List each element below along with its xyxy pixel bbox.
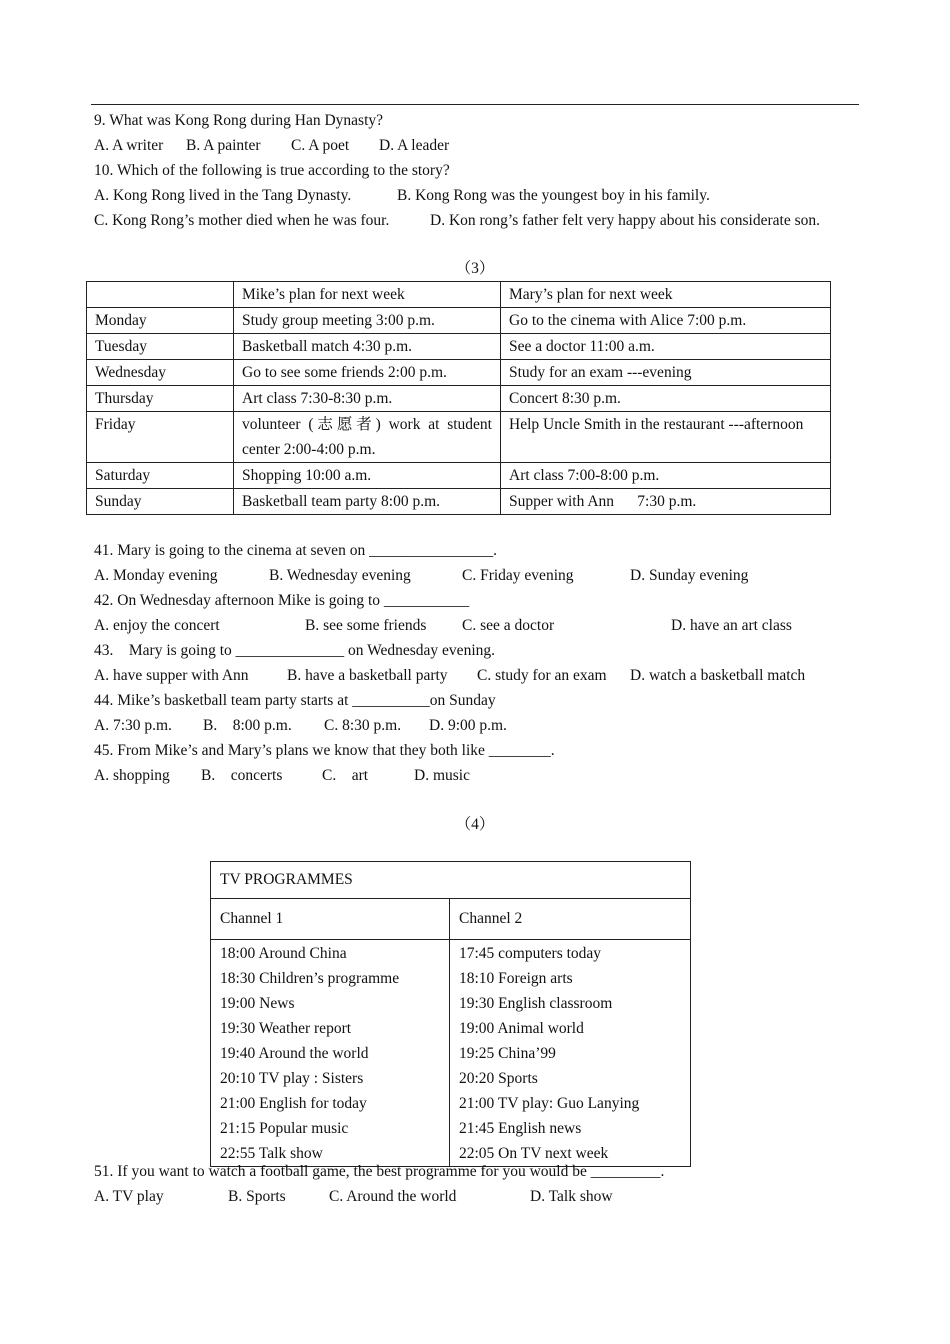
list-item: 21:15 Popular music <box>220 1120 349 1137</box>
q44-option-d: D. 9:00 p.m. <box>429 717 507 734</box>
header-mary: Mary’s plan for next week <box>501 282 831 308</box>
day-cell: Saturday <box>87 463 234 489</box>
mary-plan-cell: Study for an exam ---evening <box>501 360 831 386</box>
mike-plan-cell: volunteer (志愿者) work at student center 2:00-4:00 p.m. <box>234 412 501 463</box>
q45-option-b: B. concerts <box>201 767 283 784</box>
q42-option-a: A. enjoy the concert <box>94 617 220 634</box>
programme-lists-row <box>211 940 691 1167</box>
day-cell: Wednesday <box>87 360 234 386</box>
q45-option-c: C. art <box>322 767 369 784</box>
q45-option-d: D. music <box>414 767 470 784</box>
list-item: 17:45 computers today <box>459 945 602 962</box>
day-cell: Friday <box>87 412 234 463</box>
section-3-label: （3） <box>455 260 495 277</box>
table-row <box>87 463 831 489</box>
q42-option-b: B. see some friends <box>305 617 427 634</box>
table-row <box>87 308 831 334</box>
channel-header-row <box>211 899 691 940</box>
channel-2-list <box>450 940 691 1167</box>
tv-title-row <box>211 862 691 899</box>
question-9: 9. What was Kong Rong during Han Dynasty? <box>94 112 384 129</box>
q44-option-a: A. 7:30 p.m. <box>94 717 172 734</box>
q9-option-d: D. A leader <box>379 137 450 154</box>
list-item: 18:30 Children’s programme <box>220 970 400 987</box>
mike-plan-cell: Basketball team party 8:00 p.m. <box>234 489 501 515</box>
q45-option-a: A. shopping <box>94 767 170 784</box>
list-item: 19:40 Around the world <box>220 1045 369 1062</box>
question-10: 10. Which of the following is true according to the story? <box>94 162 450 179</box>
q9-option-b: B. A painter <box>186 137 261 154</box>
header-rule <box>91 104 859 105</box>
mary-plan-cell: Art class 7:00-8:00 p.m. <box>501 463 831 489</box>
q41-option-d: D. Sunday evening <box>630 567 749 584</box>
q42-option-d: D. have an art class <box>671 617 792 634</box>
q42-option-c: C. see a doctor <box>462 617 555 634</box>
q9-option-c: C. A poet <box>291 137 350 154</box>
list-item: 19:30 English classroom <box>459 995 613 1012</box>
table-row <box>87 412 831 463</box>
mary-plan-cell: See a doctor 11:00 a.m. <box>501 334 831 360</box>
day-cell: Tuesday <box>87 334 234 360</box>
channel-1-header: Channel 1 <box>211 899 450 940</box>
mike-plan-cell: Shopping 10:00 a.m. <box>234 463 501 489</box>
list-item: 19:00 Animal world <box>459 1020 584 1037</box>
table-row <box>87 489 831 515</box>
q41-option-b: B. Wednesday evening <box>269 567 411 584</box>
q51-option-c: C. Around the world <box>329 1188 457 1205</box>
q10-option-a: A. Kong Rong lived in the Tang Dynasty. <box>94 187 352 204</box>
q51-option-b: B. Sports <box>228 1188 286 1205</box>
mike-plan-cell: Basketball match 4:30 p.m. <box>234 334 501 360</box>
table-row <box>87 386 831 412</box>
mary-plan-cell: Concert 8:30 p.m. <box>501 386 831 412</box>
question-42: 42. On Wednesday afternoon Mike is going to ___________ <box>94 592 470 609</box>
question-43: 43. Mary is going to ______________ on Wednesday evening. <box>94 642 495 659</box>
mike-plan-cell: Art class 7:30-8:30 p.m. <box>234 386 501 412</box>
table-row <box>87 360 831 386</box>
mike-plan-cell: Study group meeting 3:00 p.m. <box>234 308 501 334</box>
q9-option-a: A. A writer <box>94 137 164 154</box>
day-cell: Thursday <box>87 386 234 412</box>
q41-option-a: A. Monday evening <box>94 567 218 584</box>
question-51: 51. If you want to watch a football game, the best programme for you would be _________. <box>94 1163 665 1180</box>
question-45: 45. From Mike’s and Mary’s plans we know that they both like ________. <box>94 742 555 759</box>
tv-title: TV PROGRAMMES <box>211 862 691 899</box>
channel-1-list <box>211 940 450 1167</box>
list-item: 21:45 English news <box>459 1120 582 1137</box>
q43-option-a: A. have supper with Ann <box>94 667 249 684</box>
q10-option-b: B. Kong Rong was the youngest boy in his family. <box>397 187 710 204</box>
q43-option-b: B. have a basketball party <box>287 667 448 684</box>
list-item: 20:20 Sports <box>459 1070 538 1087</box>
day-cell: Monday <box>87 308 234 334</box>
list-item: 19:30 Weather report <box>220 1020 352 1037</box>
tv-programmes-table <box>210 861 691 1167</box>
list-item: 18:10 Foreign arts <box>459 970 573 987</box>
q43-option-d: D. watch a basketball match <box>630 667 806 684</box>
mary-plan-cell: Help Uncle Smith in the restaurant ---afternoon <box>501 412 831 463</box>
list-item: 21:00 English for today <box>220 1095 367 1112</box>
q10-option-c: C. Kong Rong’s mother died when he was four. <box>94 212 390 229</box>
section-4-label: （4） <box>455 816 495 833</box>
mike-plan-cell: Go to see some friends 2:00 p.m. <box>234 360 501 386</box>
q10-option-d: D. Kon rong’s father felt very happy about his considerate son. <box>430 212 820 229</box>
list-item: 21:00 TV play: Guo Lanying <box>459 1095 640 1112</box>
mary-plan-cell: Go to the cinema with Alice 7:00 p.m. <box>501 308 831 334</box>
weekly-plans-table <box>86 281 831 515</box>
q44-option-b: B. 8:00 p.m. <box>203 717 292 734</box>
mary-plan-cell: Supper with Ann 7:30 p.m. <box>501 489 831 515</box>
channel-2-header: Channel 2 <box>450 899 691 940</box>
list-item: 18:00 Around China <box>220 945 347 962</box>
list-item: 19:00 News <box>220 995 295 1012</box>
question-41: 41. Mary is going to the cinema at seven on ________________. <box>94 542 497 559</box>
header-mike: Mike’s plan for next week <box>234 282 501 308</box>
table-row <box>87 334 831 360</box>
list-item: 22:55 Talk show <box>220 1145 323 1162</box>
q51-option-a: A. TV play <box>94 1188 164 1205</box>
list-item: 19:25 China’99 <box>459 1045 556 1062</box>
table-header-row <box>87 282 831 308</box>
question-44: 44. Mike’s basketball team party starts at __________on Sunday <box>94 692 496 709</box>
header-day <box>87 282 234 308</box>
list-item: 22:05 On TV next week <box>459 1145 609 1162</box>
q43-option-c: C. study for an exam <box>477 667 607 684</box>
q41-option-c: C. Friday evening <box>462 567 574 584</box>
list-item: 20:10 TV play : Sisters <box>220 1070 364 1087</box>
day-cell: Sunday <box>87 489 234 515</box>
q44-option-c: C. 8:30 p.m. <box>324 717 402 734</box>
q51-option-d: D. Talk show <box>530 1188 613 1205</box>
